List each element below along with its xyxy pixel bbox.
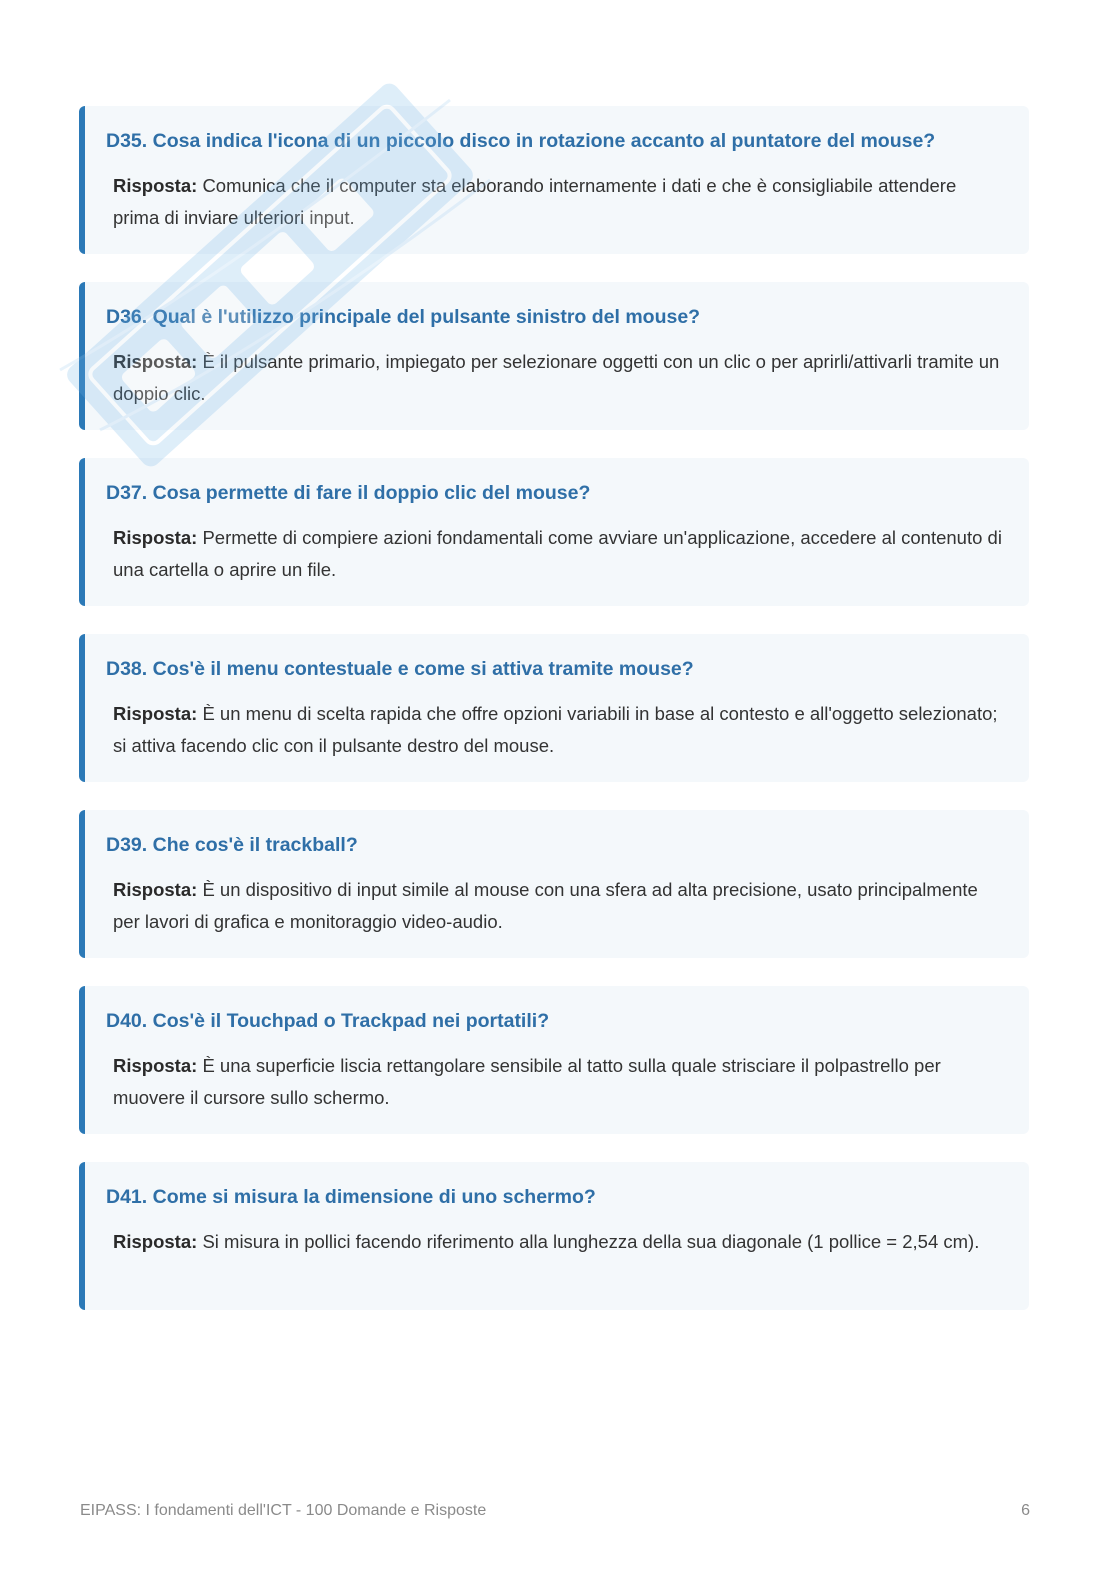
qa-card-d39: [79, 810, 1029, 958]
question-d41: D41. Come si misura la dimensione di uno schermo?: [106, 1186, 596, 1208]
answer-text: È un menu di scelta rapida che offre opzioni variabili in base al contesto e all'oggetto selezionato; si attiva facendo clic con il pulsante destro del mouse.: [113, 703, 998, 756]
answer-text: È una superficie liscia rettangolare sensibile al tatto sulla quale strisciare il polpastrello per muovere il cursore sullo schermo.: [113, 1055, 941, 1108]
question-d40: D40. Cos'è il Touchpad o Trackpad nei portatili?: [106, 1010, 550, 1032]
answer-d37: [113, 522, 1005, 586]
qa-card-d40: [79, 986, 1029, 1134]
qa-card-d38: [79, 634, 1029, 782]
question-d35: D35. Cosa indica l'icona di un piccolo disco in rotazione accanto al puntatore del mouse?: [106, 130, 936, 152]
question-d36: D36. Qual è l'utilizzo principale del pulsante sinistro del mouse?: [106, 306, 701, 328]
answer-d38: [113, 698, 1005, 762]
answer-d40: [113, 1050, 1005, 1114]
qa-list: [79, 106, 1029, 1338]
footer-page-number: 6: [1021, 1502, 1030, 1519]
answer-text: Comunica che il computer sta elaborando internamente i dati e che è consigliabile attendere prima di inviare ulteriori input.: [113, 175, 957, 228]
qa-card-d41: [79, 1162, 1029, 1310]
answer-label: Risposta:: [113, 1231, 198, 1252]
qa-card-d36: [79, 282, 1029, 430]
answer-label: Risposta:: [113, 703, 198, 724]
answer-d41: [113, 1226, 1005, 1258]
answer-d36: [113, 346, 1005, 410]
answer-d35: [113, 170, 1005, 234]
answer-text: Permette di compiere azioni fondamentali come avviare un'applicazione, accedere al contenuto di una cartella o aprire un file.: [113, 527, 1002, 580]
answer-d39: [113, 874, 1005, 938]
answer-label: Risposta:: [113, 351, 198, 372]
answer-text: È un dispositivo di input simile al mouse con una sfera ad alta precisione, usato principalmente per lavori di grafica e monitoraggio video-audio.: [113, 879, 978, 932]
answer-label: Risposta:: [113, 527, 198, 548]
question-d37: D37. Cosa permette di fare il doppio clic del mouse?: [106, 482, 591, 504]
answer-text: Si misura in pollici facendo riferimento alla lunghezza della sua diagonale (1 pollice = 2,54 cm).: [202, 1231, 980, 1252]
question-d39: D39. Che cos'è il trackball?: [106, 834, 358, 856]
answer-label: Risposta:: [113, 879, 198, 900]
footer-document-title: EIPASS: I fondamenti dell'ICT - 100 Domande e Risposte: [80, 1502, 487, 1519]
qa-card-d35: [79, 106, 1029, 254]
question-d38: D38. Cos'è il menu contestuale e come si attiva tramite mouse?: [106, 658, 694, 680]
answer-label: Risposta:: [113, 175, 198, 196]
answer-text: È il pulsante primario, impiegato per selezionare oggetti con un clic o per aprirli/attivarli tramite un doppio clic.: [113, 351, 1000, 404]
answer-label: Risposta:: [113, 1055, 198, 1076]
qa-card-d37: [79, 458, 1029, 606]
